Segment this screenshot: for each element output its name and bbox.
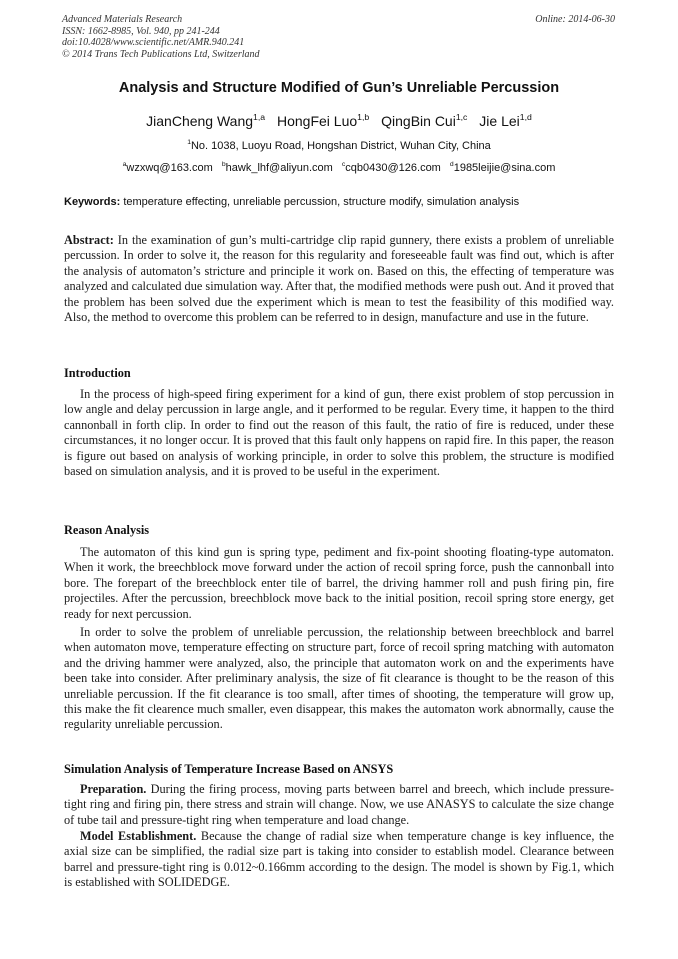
model-label: Model Establishment. — [80, 829, 197, 843]
email: $^a$wzxwq@163.com — [122, 160, 213, 174]
keywords-text: temperature effecting, unreliable percussion, structure modify, simulation analysis — [123, 196, 520, 208]
keywords — [64, 196, 616, 208]
journal-issn: ISSN: 1662-8985, Vol. 940, pp 241-244 — [62, 25, 220, 37]
section-heading: Reason Analysis — [64, 523, 150, 537]
keywords-label: Keywords: — [64, 196, 121, 208]
author: QingBin Cui$^{1,c}$ — [381, 111, 468, 129]
abstract — [64, 233, 614, 325]
reason-paragraph: The automaton of this kind gun is spring type, pediment and fix-point shooting floating-type automaton. When it work, the breechblock move forward under the action of recoil spring force, push the cannonball into bore. The forepart of the breechblock enter tile of barrel, the driving hammer roll and push firing pin, fire projectiles. After the percussion, breechblock move back to the initial position, recoil spring store energy, get ready for next percussion. — [64, 545, 614, 621]
journal-header — [62, 14, 260, 60]
email: $^b$hawk_lhf@aliyun.com — [221, 160, 333, 174]
journal-name: Advanced Materials Research — [62, 14, 183, 25]
abstract-label: Abstract: — [64, 233, 114, 247]
email-list — [0, 162, 678, 174]
model-text: Because the change of radial size when temperature change is key influence, the axial size can be simplified, the radial size part is taking into consider to establish model. Clearance between barrel and pressure-tight ring is 0.012~0.166mm according to the design. The model is shown by Fig.1, which is established with SOLIDEDGE. — [64, 829, 615, 890]
preparation-text: During the firing process, moving parts between barrel and breech, which include pressure-tight ring and firing pin, there stress and strain will change. Now, we use ANASYS to calculate the size change of tube tail and pressure-tight ring when temperature and load change. — [64, 782, 614, 827]
online-date: Online: 2014-06-30 — [535, 14, 615, 25]
author: JianCheng Wang$^{1,a}$ — [146, 111, 266, 129]
introduction-paragraph: In the process of high-speed firing experiment for a kind of gun, there exist problem of stop percussion in low angle and delay percussion in large angle, and it performed to be regular. Every time, it happen to the third cannonball in forth clip. In order to find out the reason of this fault, the ratio of fire is reduced, under these circumstances, it no longer occur. It is proved that this fault only happens on rapid fire. In this paper, the reason is figure out based on analysis of working principle, in order to solve this problem, the structure is modified based on simulation analysis, and it is proved to be useful in the experiment. — [64, 387, 614, 479]
author: Jie Lei$^{1,d}$ — [479, 111, 532, 129]
author: HongFei Luo$^{1,b}$ — [277, 111, 370, 129]
section-heading: Simulation Analysis of Temperature Increase Based on ANSYS — [64, 762, 394, 776]
affiliation: $^1$No. 1038, Luoyu Road, Hongshan District, Wuhan City, China — [187, 138, 491, 152]
abstract-text: In the examination of gun’s multi-cartridge clip rapid gunnery, there exists a problem of unreliable percussion. In order to solve it, the reason for this regularity and foreseeable fault was find out, which is after the analysis of automaton’s stricture and principle it work on. Based on this, the effecting of temperature was analyzed and calculated due simulation way. After that, the modified methods were push out. And it proved that the problem has been solved due the experiment which is mean to test the feasibility of this modified way. Also, the method to overcome this problem can be referred to in design, manufacture and use in the future. — [64, 233, 615, 325]
preparation-paragraph — [64, 782, 614, 828]
email: $^c$cqb0430@126.com — [341, 160, 441, 174]
journal-doi: doi:10.4028/www.scientific.net/AMR.940.241 — [62, 37, 245, 48]
journal-copyright: © 2014 Trans Tech Publications Ltd, Switzerland — [62, 48, 260, 60]
author-list — [0, 113, 678, 129]
email: $^d$1985leijie@sina.com — [449, 160, 556, 174]
reason-paragraph: In order to solve the problem of unreliable percussion, the relationship between breechblock and barrel when automaton move, temperature effecting on structure part, force of recoil spring matching with automaton and the driving hammer were analyzed, also, the principle that automaton work on and the experiments have been take into consider. After preliminary analysis, the size of fit clearance is thought to be the reason of this unreliable percussion. If the fit clearance is too small, after times of shooting, the temperature will grow up, this make the fit clearence much smaller, even disappear, this makes the automaton work abnormally, cause the regularity unreliable percussion. — [64, 625, 614, 732]
preparation-label: Preparation. — [80, 782, 147, 796]
section-heading: Introduction — [64, 366, 131, 380]
model-paragraph — [64, 829, 614, 891]
paper-title: Analysis and Structure Modified of Gun’s Unreliable Percussion — [118, 80, 560, 96]
